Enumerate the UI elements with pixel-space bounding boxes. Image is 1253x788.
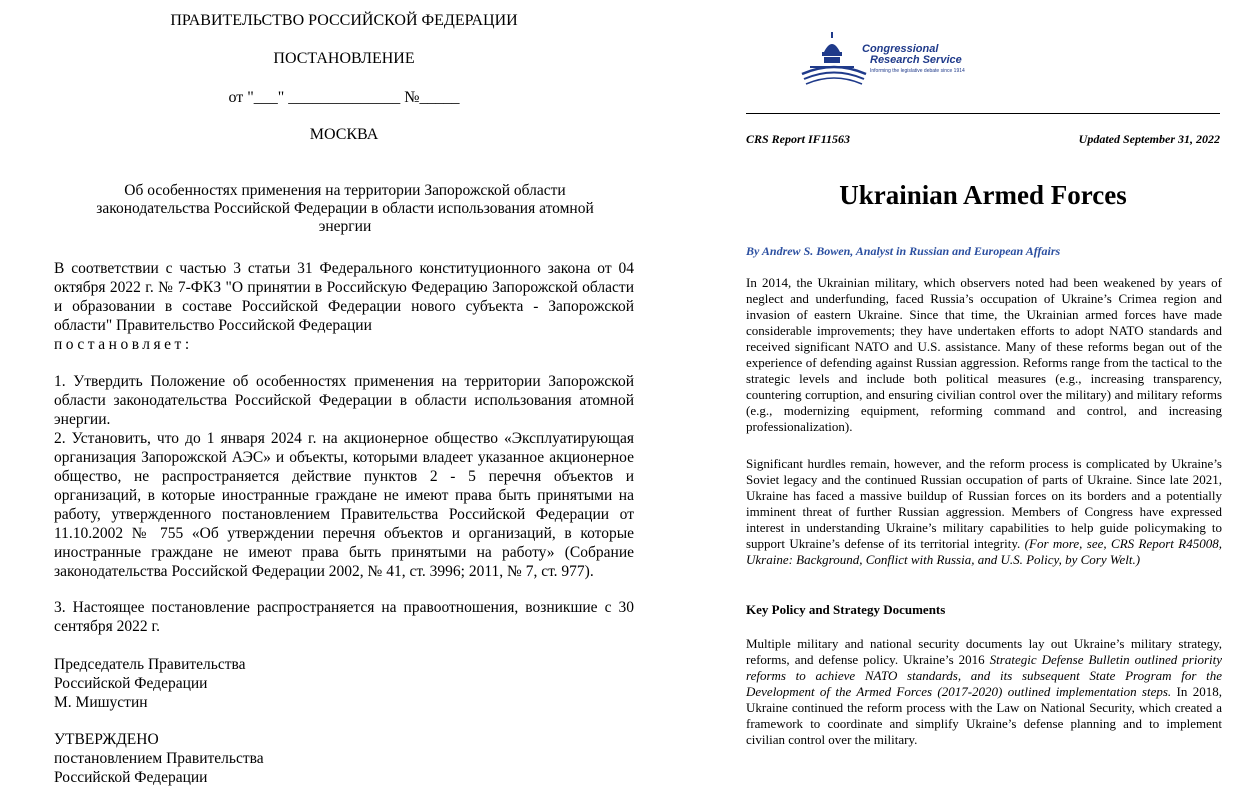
item-2: 2. Установить, что до 1 января 2024 г. на акционерное общество «Эксплуатирующая организация Запорожской АЭС» и объекты, которыми владеет указанное акционерное общество, не распространяется действие пунктов 2 - 5 перечня объектов и организаций, в которые иностранные граждане не имеют права быть принятыми на работу, утвержденного постановлением Правительства Российской Федерации от 11.10.2002 № 755 «Об утверждении перечня объектов и организаций, в которые иностранные граждане не имеют права быть принятыми на работу» (Собрание законодательства Российской Федерации 2002, № 41, ст. 3996; 2011, № 7, ст. 977). (54, 430, 634, 580)
signature-line: Российской Федерации (54, 675, 208, 692)
approved-line: постановлением Правительства (54, 750, 264, 767)
paragraph-2 (746, 456, 1222, 568)
paragraph-3-b: In 2018, Ukraine continued the reform process with the Law on National Security, which created a framework to coordinate and simplify Ukraine’s defense planning and to implement civilian control over the military. (746, 684, 1222, 747)
report-title: Ukrainian Armed Forces (839, 180, 1127, 210)
paragraph-3-a: Multiple military and national security documents lay out Ukraine’s military strategy, reforms, and defense policy. Ukraine’s 2016 (746, 636, 1222, 667)
logo-tagline: Informing the legislative debate since 1914 (870, 68, 965, 74)
item-1: 1. Утвердить Положение об особенностях применения на территории Запорожской области законодательства Российской Федерации в области использования атомной энергии. (54, 373, 634, 428)
approved-line: Российской Федерации (54, 769, 208, 786)
title-line: законодательства Российской Федерации в области использования атомной (96, 200, 594, 217)
report-id: CRS Report IF11563 (746, 132, 851, 146)
date-line: от "___" ______________ №_____ (228, 89, 460, 106)
capitol-dome-icon (800, 30, 868, 86)
paragraph-3-italic: Strategic Defense Bulletin outlined priority reforms to achieve NATO standards, and its subsequent State Program for the Development of the Armed Forces (2017-2020) outlined implementation steps. (746, 652, 1222, 699)
paragraph-2-note: (For more, see, CRS Report R45008, Ukraine: Background, Conflict with Russia, and U.S. Policy, by Cory Welt.) (746, 536, 1222, 567)
signature-line: Председатель Правительства (54, 656, 246, 673)
logo-line-2: Research Service (870, 54, 962, 66)
doc-type: ПОСТАНОВЛЕНИЕ (273, 50, 415, 67)
updated-date: Updated September 31, 2022 (1078, 132, 1220, 146)
paragraph-1: In 2014, the Ukrainian military, which observers noted had been weakened by years of neglect and underfunding, faced Russia’s occupation of Ukraine’s Crimea region and invasion of eastern Ukraine. Since that time, the Ukrainian armed forces have made considerable improvements; they have undertaken efforts to adopt NATO standards and received significant NATO and U.S. assistance. Many of these reforms began out of the experience of defending against Russian aggression. Reforms range from the tactical to the strategic levels and include both political measures (e.g., increasing transparency, countering corruption, and ensuring civilian control over the military) and military reforms (e.g., modernizing equipment, reforming command and control, and increasing professionalization). (746, 275, 1222, 434)
paragraph-2-text: Significant hurdles remain, however, and the reform process is complicated by Ukraine’s Soviet legacy and the continued Russian occupation of parts of Ukraine. Since late 2021, Ukraine has faced a massive buildup of Russian forces on its borders and a potentially imminent threat of further Russian aggression. Members of Congress have expressed interest in understanding Ukraine’s military capabilities to help guide policymaking to support Ukraine’s defense of its territorial integrity. (746, 456, 1222, 551)
section-heading: Key Policy and Strategy Documents (746, 602, 946, 617)
decree-word: постановляет: (54, 336, 193, 353)
crs-logo (800, 30, 1030, 88)
title-line: Об особенностях применения на территории Запорожской области (124, 182, 566, 199)
logo-line-1: Congressional (862, 43, 939, 55)
decree-title (40, 182, 650, 236)
approved-block (54, 730, 264, 787)
signature-line: М. Мишустин (54, 694, 148, 711)
gov-header: ПРАВИТЕЛЬСТВО РОССИЙСКОЙ ФЕДЕРАЦИИ (170, 12, 518, 29)
signature-block (54, 655, 246, 712)
byline: By Andrew S. Bowen, Analyst in Russian and European Affairs (746, 244, 1061, 258)
approved-line: УТВЕРЖДЕНО (54, 731, 159, 748)
preamble: В соответствии с частью 3 статьи 31 Федерального конституционного закона от 04 октября 2022 г. № 7-ФКЗ "О принятии в Российскую Федерацию Запорожской области и образовании в составе Российской Федерации нового субъекта - Запорожской области" Правительство Российской Федерации (54, 260, 634, 334)
city: МОСКВА (309, 126, 379, 143)
paragraph-3 (746, 636, 1222, 748)
header-rule (746, 113, 1220, 114)
crs-report-page (700, 0, 1253, 788)
title-line: энергии (318, 218, 372, 235)
item-3: 3. Настоящее постановление распространяется на правоотношения, возникшие с 30 сентября 2022 г. (54, 599, 634, 635)
